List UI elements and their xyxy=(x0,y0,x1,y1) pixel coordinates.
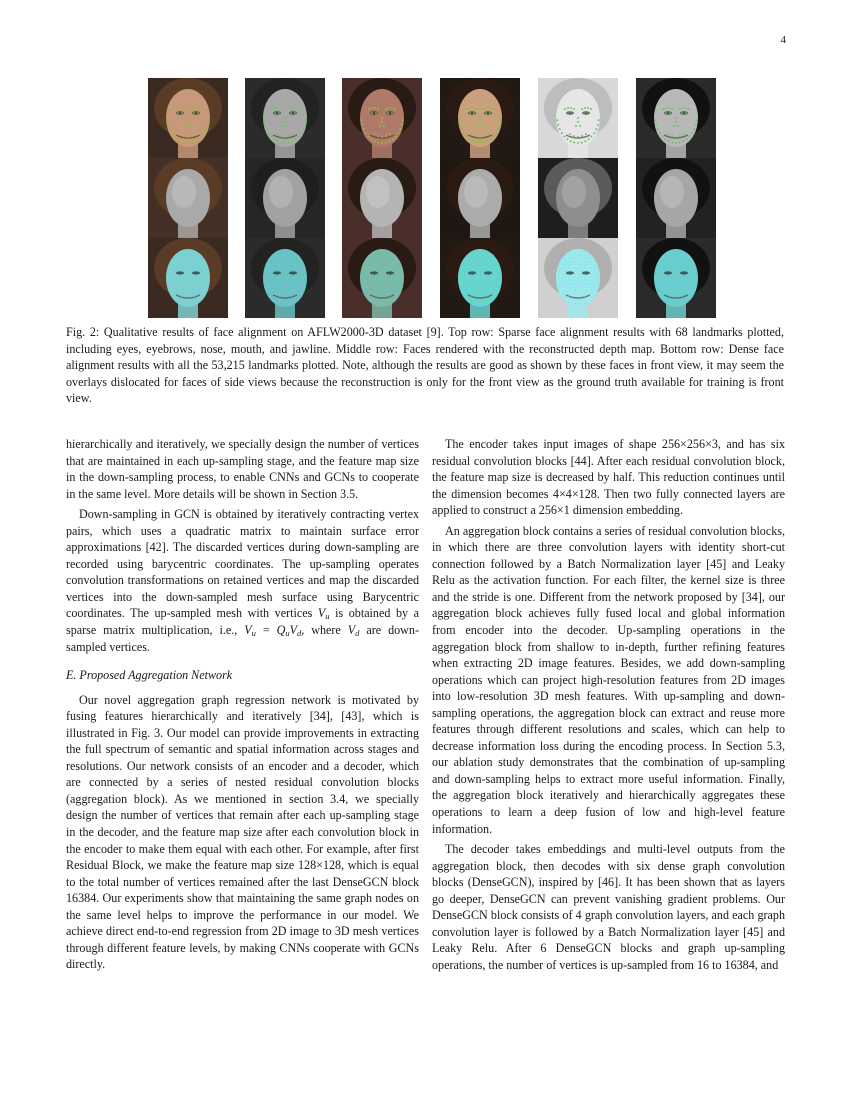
face-image-depth-render xyxy=(342,158,422,238)
face-image-dense-landmarks xyxy=(636,238,716,318)
math-sub: u xyxy=(325,611,330,622)
face-image-depth-render xyxy=(148,158,228,238)
math-sub: d xyxy=(355,628,360,639)
figure-caption: Fig. 2: Qualitative results of face alignment on AFLW2000-3D dataset [9]. Top row: Sparse face alignment results with 68 landmarks plotted, including eyes, eyebrows, nose, mouth, and jawline. Middle row: Faces rendered with the reconstructed depth map. Bottom row: Dense face alignment results with all the 53,215 landmarks plotted. Note, although the results are good as shown by these faces in front view, it may seem the overlays dislocated for faces of side views because the reconstruction is only for the front view as the ground truth available for training is front view. xyxy=(66,325,784,406)
face-image-dense-landmarks xyxy=(538,238,618,318)
math-op: = xyxy=(255,623,277,638)
face-image-depth-render xyxy=(538,158,618,238)
face-image-dense-landmarks xyxy=(148,238,228,318)
text-span: are down-sampled vertices. xyxy=(66,623,419,654)
paragraph: The encoder takes input images of shape 256×256×3, and has six residual convolution blocks [44]. After each residual convolution block, the feature map size is decreased by half. This reduction continues until the dimension becomes 4×4×128. Then two fully connected layers are applied to construct a 256×1 dimension embedding. xyxy=(432,437,785,518)
paragraph: hierarchically and iteratively, we specially design the number of vertices that are maintained in each up-sampling stage, and the feature map size in the down-sampling process, to enable CNNs and GCNs to cooperate in the same level. More details will be shown in Section 3.5. xyxy=(66,437,419,501)
paragraph-downsampling xyxy=(66,506,419,655)
paragraph: An aggregation block contains a series of residual convolution blocks, in which there are three convolution layers with identity short-cut connection followed by a Batch Normalization layer [45] and Leaky Relu as the activation function. For each filter, the kernel size is three and the stride is one. Different from the network proposed by [34], our aggregation block achieves fully fused local and global information from encoder into the decoder. Up-sampling operations in the aggregation block from shallow to in-depth, further refining features when extracting 2D image features. Besides, we add down-sampling operations which can project high-resolution features from 2D images into low-resolution 3D mesh features. With up-sampling and down-sampling operations, the aggregation block can extract and reuse more features through different resolutions and scales, which can help to decrease information loss during the encoding process. In Section 5.3, our ablation study demonstrates that the combination of up-sampling and down-sampling helps to extract more useful information. Finally, the aggregation block iteratively and hierarchically aggregates these operations to learn a deep fusion of low and high-level feature information. xyxy=(432,523,785,836)
math-var: V xyxy=(347,623,356,638)
math-vu xyxy=(318,606,330,620)
face-image-dense-landmarks xyxy=(440,238,520,318)
math-var: V xyxy=(244,623,252,638)
math-sub: u xyxy=(251,628,256,639)
math-var: V xyxy=(317,606,326,621)
face-image-depth-render xyxy=(440,158,520,238)
page-number: 4 xyxy=(780,34,786,46)
face-image-sparse-landmarks xyxy=(245,78,325,158)
face-image-depth-render xyxy=(245,158,325,238)
left-column xyxy=(66,436,419,977)
math-vd xyxy=(348,623,360,637)
text-span: , where xyxy=(301,623,341,638)
math-var: V xyxy=(289,623,298,638)
face-image-sparse-landmarks xyxy=(440,78,520,158)
face-alignment-figure xyxy=(148,78,720,318)
face-image-sparse-landmarks xyxy=(636,78,716,158)
math-sub: d xyxy=(297,628,302,639)
paragraph: The decoder takes embeddings and multi-level outputs from the aggregation block, then decodes with six dense graph convolution blocks (DenseGCN), inspired by [46]. It has been shown that as layers go deeper, DenseGCN can prevent vanishing gradient problems. Our DenseGCN block consists of 4 graph convolution layers, and each graph convolution layer is followed by a Batch Normalization layer [45] and Leaky Relu. After 6 DenseGCN blocks and graph up-sampling operations, the number of vertices is up-sampled from 16 to 16384, and xyxy=(432,842,785,972)
paragraph: Our novel aggregation graph regression network is motivated by fusing features hierarchically and iteratively [34], [43], which is illustrated in Fig. 3. Our model can provide improvements in extracting the full spectrum of semantic and spatial information across stages and resolutions. Our network consists of an encoder and a decoder, which are connected by a series of nested residual convolution blocks (aggregation block). As we mentioned in section 3.4, we specially design the number of vertices that remain after each up-sampling stage in the decoder, and the feature map size after each convolution block in the encoder to make them equal with each other. For example, after first Residual Block, we make the feature map size 128×128, which is equal to the total number of vertices remained after the last DenseGCN block 16384. Our experiments show that maintaining the same graph nodes on the same level helps to improve the performance in our model. We achieve direct end-to-end regression from 2D image to 3D mesh vertices through different feature levels, by making CNNs cooperate with GCNs directly. xyxy=(66,692,419,972)
face-image-sparse-landmarks xyxy=(148,78,228,158)
math-sub: u xyxy=(285,628,290,639)
section-heading: E. Proposed Aggregation Network xyxy=(66,668,233,683)
math-equation xyxy=(244,623,301,637)
text-span: is obtained by a sparse matrix multiplication, i.e., xyxy=(66,606,419,638)
face-image-sparse-landmarks xyxy=(342,78,422,158)
text-span: Down-sampling in GCN is obtained by iteratively contracting vertex pairs, which uses a quadratic matrix to maintain surface error approximations [42]. The discarded vertices during down-sampling are recorded using barycentric coordinates. The up-sampling operates convolution transformations on retained vertices and map the discarded vertices into the down-sampled mesh surface using Barycentric coordinates. The up-sampled mesh with vertices xyxy=(66,507,419,621)
face-image-dense-landmarks xyxy=(342,238,422,318)
face-image-dense-landmarks xyxy=(245,238,325,318)
face-image-depth-render xyxy=(636,158,716,238)
face-image-sparse-landmarks xyxy=(538,78,618,158)
math-var: Q xyxy=(276,623,286,638)
right-column xyxy=(432,436,785,978)
